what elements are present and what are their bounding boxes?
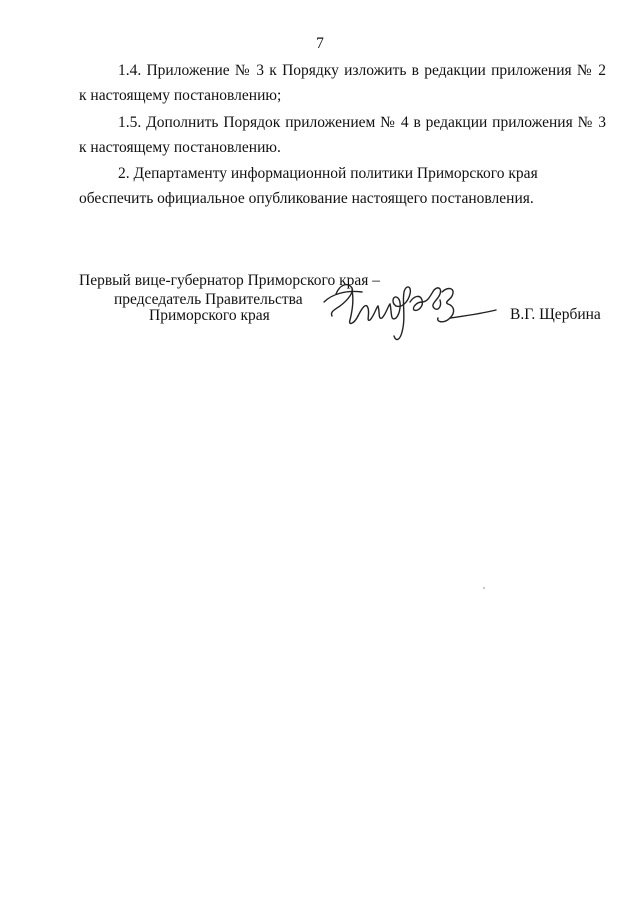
scan-speck: [483, 587, 485, 589]
paragraph-1-5: [79, 110, 606, 160]
paragraph-line: [79, 161, 606, 186]
paragraph-1-4: [79, 58, 606, 108]
paragraph-line: к настоящему постановлению;: [79, 87, 282, 104]
paragraph-word: края: [508, 165, 538, 182]
paragraph-word: информационной: [230, 165, 347, 182]
paragraph-2: [79, 161, 606, 211]
signer-name: В.Г. Щербина: [510, 306, 601, 323]
paragraph-word: Приморского: [416, 165, 505, 182]
paragraph-line: 1.5. Дополнить Порядок приложением № 4 в редакции приложения № 3: [118, 114, 606, 131]
paragraph-word: Департаменту: [133, 165, 228, 182]
signer-title-line-1: Первый вице-губернатор Приморского края –: [79, 272, 381, 289]
paragraph-word: политики: [350, 165, 413, 182]
paragraph-line: обеспечить официальное опубликование настоящего постановления.: [79, 190, 534, 207]
signer-title-line-2: председатель Правительства: [114, 291, 303, 308]
paragraph-line: к настоящему постановлению.: [79, 139, 281, 156]
handwritten-signature: [318, 272, 503, 347]
paragraph-word: 2.: [118, 165, 130, 182]
page-number: 7: [316, 35, 324, 52]
signer-title-line-3: Приморского края: [149, 307, 270, 324]
paragraph-line: 1.4. Приложение № 3 к Порядку изложить в редакции приложения № 2: [118, 62, 606, 79]
